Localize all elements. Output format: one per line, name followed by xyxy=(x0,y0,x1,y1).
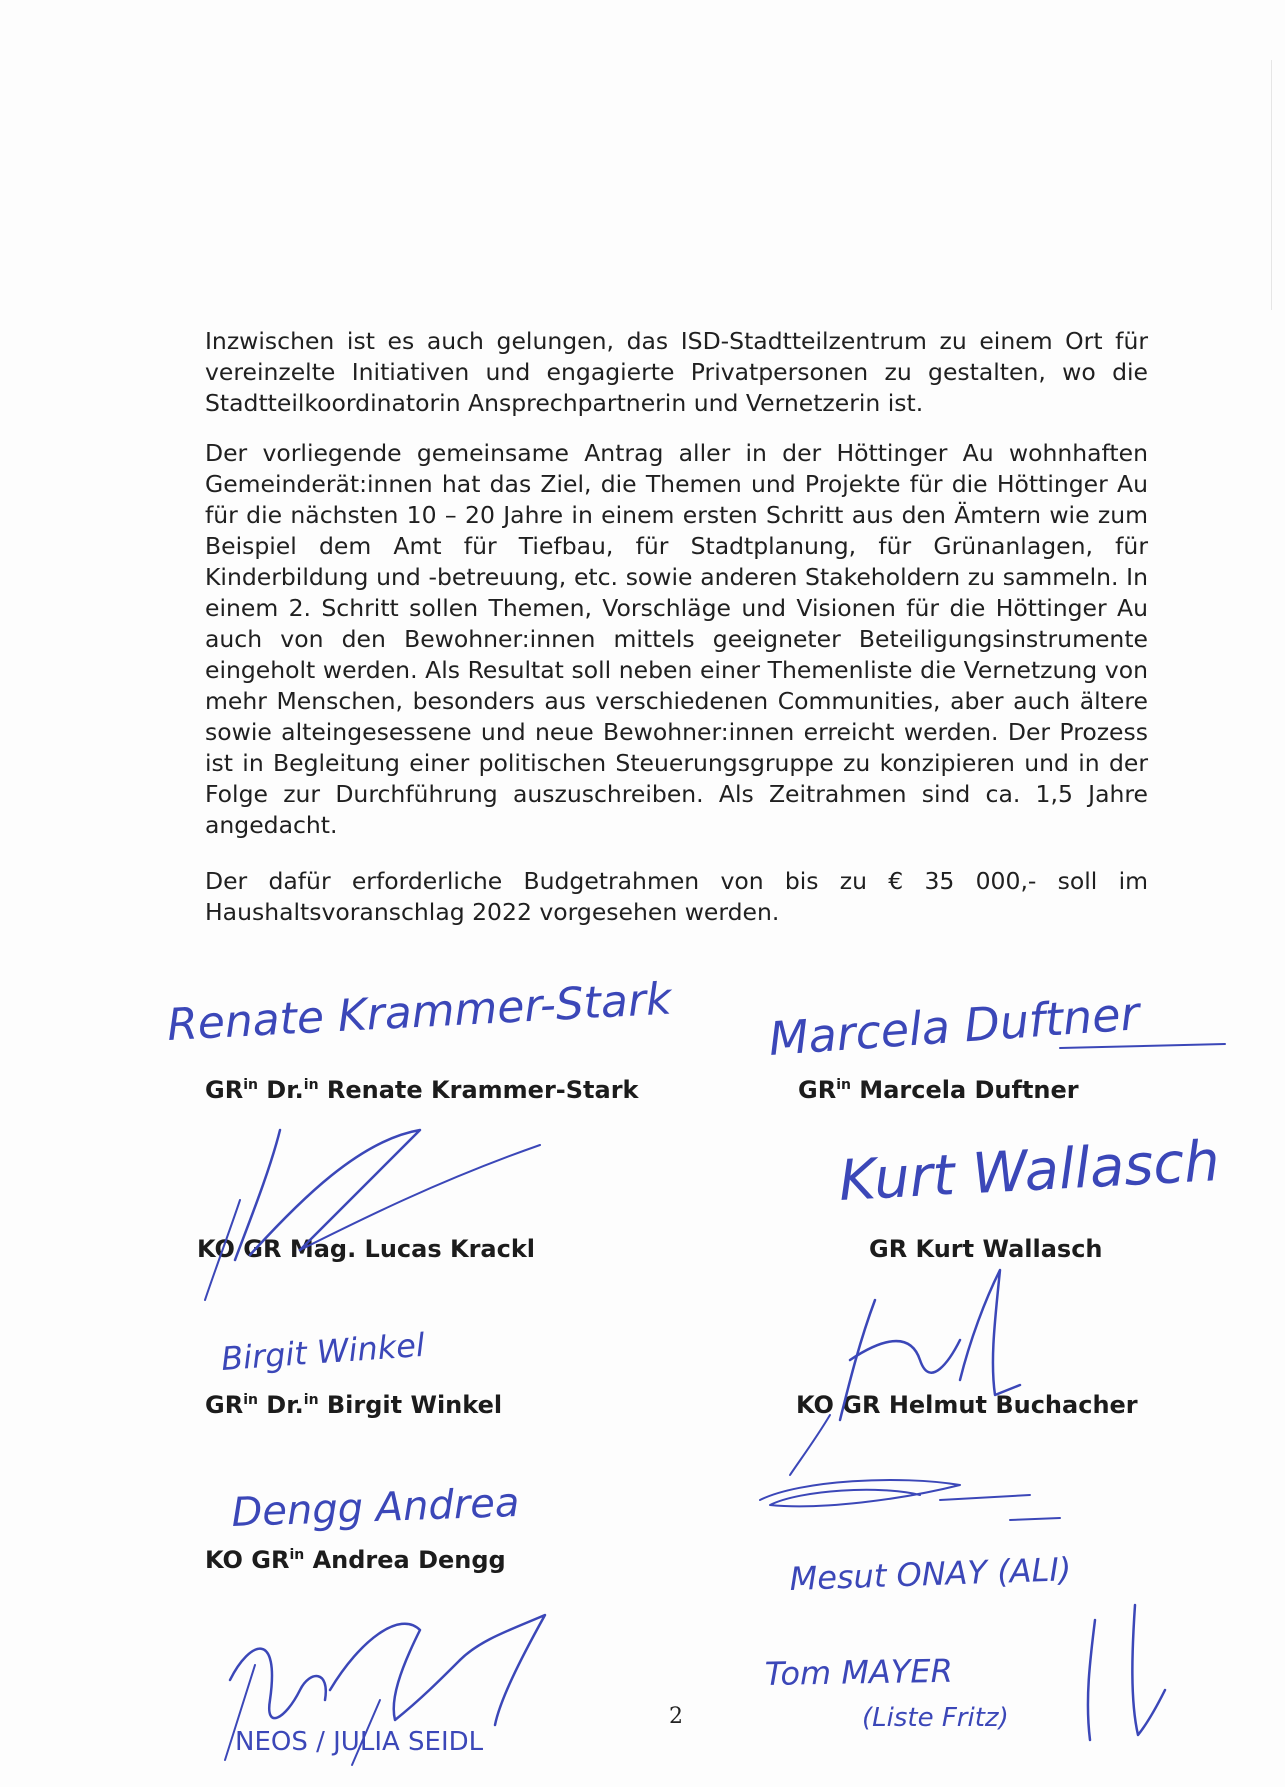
handwritten-mayer-text: Tom MAYER xyxy=(764,1651,954,1693)
signatory-dengg: KO $GR^{in}$ Andrea Dengg xyxy=(205,1546,506,1574)
paragraph-1: Inzwischen ist es auch gelungen, das ISD-Stadtteilzentrum zu einem Ort für vereinzelte Initiativen und engagierte Privatpersonen zu gestalten, wo die Stadtteilkoordinatorin Ansprechpartnerin und Vernetzerin ist. xyxy=(205,327,1148,417)
handwritten-onay xyxy=(789,1550,1072,1598)
signature-duftner xyxy=(767,986,1225,1066)
handwritten-mayer xyxy=(764,1605,1165,1740)
signature-buchacher xyxy=(790,1270,1020,1475)
signatory-wallasch: GR Kurt Wallasch xyxy=(869,1235,1103,1263)
signatory-winkel: $GR^{in}$ Dr.$^{in}$ Birgit Winkel xyxy=(205,1391,503,1419)
handwritten-onay-text: Mesut ONAY (ALI) xyxy=(788,1550,1072,1598)
scan-edge-line xyxy=(1271,60,1272,310)
page-number: 2 xyxy=(669,1704,683,1729)
signature-dengg xyxy=(231,1480,520,1536)
handwritten-mayer-party: (Liste Fritz) xyxy=(862,1703,1009,1733)
signatory-buchacher: KO GR Helmut Buchacher xyxy=(796,1391,1138,1419)
signatory-duftner: $GR^{in}$ Marcela Duftner xyxy=(798,1076,1079,1104)
signature-seidl xyxy=(225,1615,545,1765)
signature-krackl xyxy=(205,1130,540,1300)
signature-krammer-text: Renate Krammer-Stark xyxy=(165,973,673,1051)
signature-wallasch xyxy=(837,1129,1221,1214)
signature-winkel xyxy=(220,1326,426,1378)
signature-wallasch-text: Kurt Wallasch xyxy=(837,1129,1222,1214)
paragraph-2: Der vorliegende gemeinsame Antrag aller in der Höttinger Au wohnhaften Gemeinderät:innen hat das Ziel, die Themen und Projekte für die Höttinger Au für die nächsten 10 – 20 Jahre in einem ersten Schritt aus den Ämtern wie zum Beispiel dem Amt für Tiefbau, für Stadtplanung, für Grünanlagen, für Kinderbildung und -betreuung, etc. sowie anderen Stakeholdern zu sammeln. In einem 2. Schritt sollen Themen, Vorschläge und Visionen für die Höttinger Au auch von den Bewohner:innen mittels geeigneter Beteiligungsinstrumente eingeholt werden. Als Resultat soll neben einer Themenliste die Vernetzung von mehr Menschen, besonders aus verschiedenen Communities, aber auch ältere sowie alteingesessene und neue Bewohner:innen erreicht werden. Der Prozess ist in Begleitung einer politischen Steuerungsgruppe zu konzipieren und in der Folge zur Durchführung auszuschreiben. Als Zeitrahmen sind ca. 1,5 Jahre angedacht. xyxy=(205,439,1148,839)
signature-onay-scribble xyxy=(760,1480,1060,1520)
signature-krammer xyxy=(166,974,674,1051)
signatory-krackl: KO GR Mag. Lucas Krackl xyxy=(197,1235,536,1263)
signatory-krammer: $GR^{in}$ Dr.$^{in}$ Renate Krammer-Stark xyxy=(205,1076,639,1104)
signature-winkel-text: Birgit Winkel xyxy=(219,1325,426,1378)
paragraph-3: Der dafür erforderliche Budgetrahmen von bis zu € 35 000,- soll im Haushaltsvoranschlag 2022 vorgesehen werden. xyxy=(205,867,1148,926)
handwritten-seidl-text: NEOS / JULIA SEIDL xyxy=(235,1727,484,1757)
signature-dengg-text: Dengg Andrea xyxy=(230,1479,521,1536)
signature-duftner-text: Marcela Duftner xyxy=(767,986,1142,1066)
